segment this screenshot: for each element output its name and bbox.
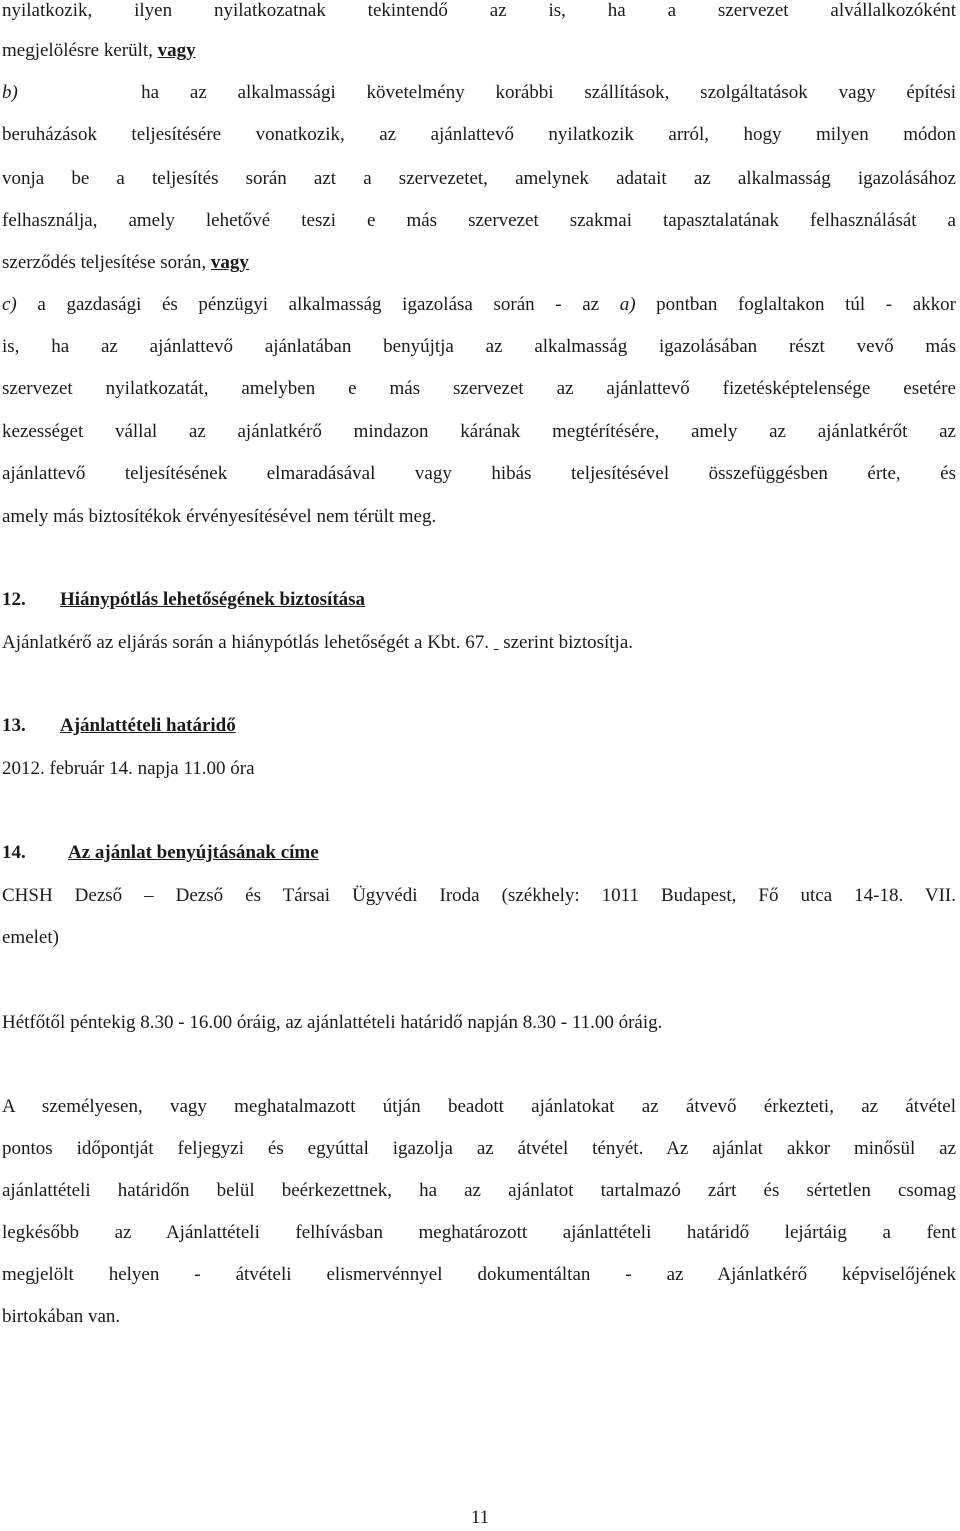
deadline-text: 2012. február 14. napja 11.00 óra [2,758,255,779]
office-hours: Hétfőtől péntekig 8.30 - 16.00 óráig, az ajánlattételi határidő napján 8.30 - 11.00 óráig. [2,1012,663,1033]
list-item-c-line [2,292,956,318]
list-label-b: b) [2,82,18,103]
text-fragment: szerint biztosítja. [503,632,634,653]
text-line: birtokában van. [2,1306,121,1327]
text-line: felhasználja, amely lehetővé teszi e más szervezet szakmai tapasztalatának felhasználását a [2,210,956,231]
text-line: ajánlattevő teljesítésének elmaradásával vagy hibás teljesítésével összefüggésben érte, és [2,463,956,484]
text-line: pontos időpontját feljegyzi és egyúttal igazolja az átvétel tényét. Az ajánlat akkor minősül az [2,1138,956,1159]
text-line [2,38,196,64]
text-line [2,630,633,656]
text-fragment: pontban foglaltakon túl - akkor [656,294,957,315]
text-fragment: megjelölésre került, [2,40,153,61]
section-number: 14. [2,842,26,863]
text-line: amely más biztosítékok érvényesítésével nem térült meg. [2,506,437,527]
section-12-heading [2,587,365,613]
section-title: Hiánypótlás lehetőségének biztosítása [60,589,366,610]
text-fragment: szerződés teljesítése során, [2,252,207,273]
page-number: 11 [470,1507,490,1528]
section-14-heading [2,840,319,866]
text-line: A személyesen, vagy meghatalmazott útján beadott ajánlatokat az átvevő érkezteti, az átvétel [2,1096,956,1117]
address-line: emelet) [2,927,59,948]
section-number: 13. [2,715,26,736]
text-line: megjelölt helyen - átvételi elismervénnyel dokumentáltan - az Ajánlatkérő képviselőjének [2,1264,956,1285]
list-item-b-line [2,80,956,106]
text-line: vonja be a teljesítés során azt a szervezetet, amelynek adatait az alkalmasság igazolásához [2,168,956,189]
text-line: legkésőbb az Ajánlattételi felhívásban meghatározott ajánlattételi határidő lejártáig a fent [2,1222,956,1243]
section-number: 12. [2,589,26,610]
list-label-c: c) [2,294,17,315]
section-title: Az ajánlat benyújtásának címe [68,842,319,863]
text-fragment: a gazdasági és pénzügyi alkalmasság igazolása során - az [37,294,600,315]
text-line: nyilatkozik, ilyen nyilatkozatnak tekintendő az is, ha a szervezet alvállalkozóként [2,0,956,21]
text-line: beruházások teljesítésére vonatkozik, az ajánlattevő nyilatkozik arról, hogy milyen módon [2,124,956,145]
or-underlined: vagy [210,252,249,273]
text-line: kezességet vállal az ajánlatkérő mindazon kárának megtérítésére, amely az ajánlatkérőt az [2,421,956,442]
text-line: ajánlattételi határidőn belül beérkezettnek, ha az ajánlatot tartalmazó zárt és sértetlen csomag [2,1180,956,1201]
text-line [2,250,249,276]
section-13-heading [2,713,236,739]
text-fragment: ha az alkalmassági követelmény korábbi szállítások, szolgáltatások vagy építési [141,82,956,103]
text-line: is, ha az ajánlattevő ajánlatában benyújtja az alkalmasság igazolásában részt vevő más [2,336,956,357]
text-line: szervezet nyilatkozatát, amelyben e más szervezet az ajánlattevő fizetésképtelensége esetére [2,378,956,399]
reference-a: a) [619,294,636,315]
text-fragment: Ajánlatkérő az eljárás során a hiánypótlás lehetőségét a Kbt. 67. [2,632,489,653]
or-underlined: vagy [157,40,196,61]
address-line: CHSH Dezső – Dezső és Társai Ügyvédi Iroda (székhely: 1011 Budapest, Fő utca 14-18. VII. [2,885,956,906]
section-title: Ajánlattételi határidő [60,715,236,736]
